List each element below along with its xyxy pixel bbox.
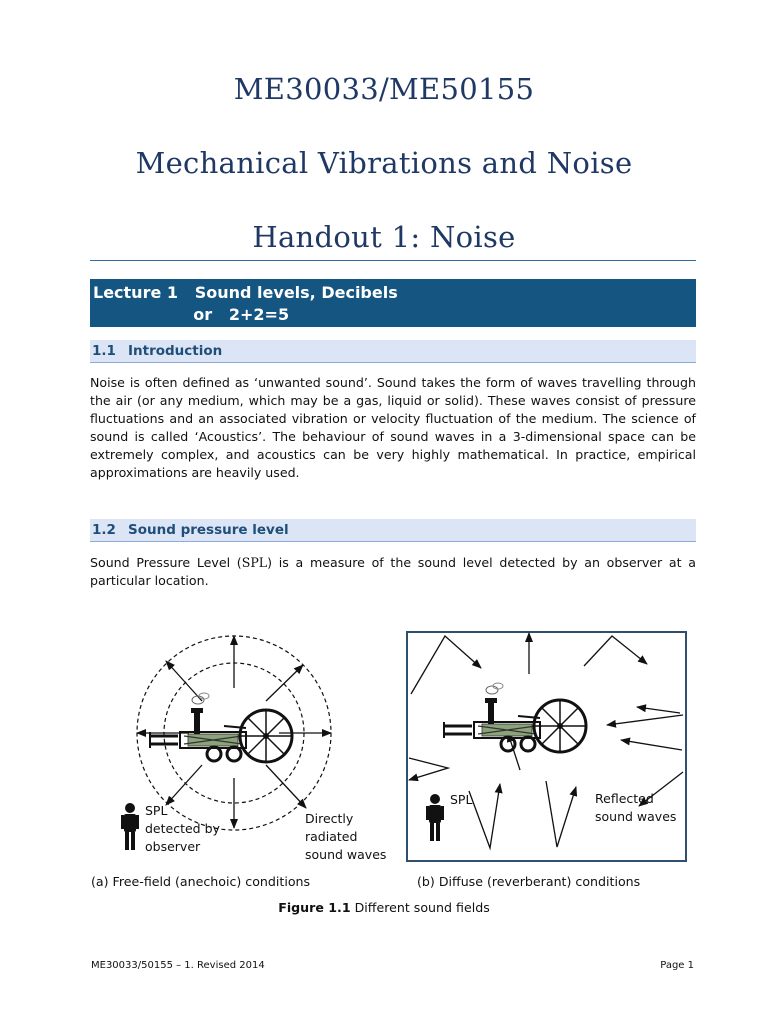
page-number: Page 1	[660, 960, 694, 971]
course-title: Mechanical Vibrations and Noise	[135, 146, 633, 180]
machine-icon	[150, 693, 292, 762]
figure-number: Figure 1.1	[278, 900, 351, 915]
free-field-diagram	[121, 636, 386, 862]
spl-text-pre: Sound Pressure Level (	[90, 555, 242, 570]
footer-left: ME30033/50155 – 1. Revised 2014	[91, 960, 265, 971]
section-title: Sound pressure level	[128, 522, 289, 538]
free-field-spl-label: SPL detected by observer	[145, 803, 220, 854]
free-field-caption: (a) Free-field (anechoic) conditions	[91, 874, 311, 889]
section-number: 1.1	[92, 343, 116, 359]
diffuse-spl-label: SPL	[450, 792, 473, 807]
figure-caption	[0, 900, 768, 915]
section-title: Introduction	[128, 343, 223, 359]
course-code: ME30033/ME50155	[233, 72, 535, 106]
lecture-title: Lecture 1 Sound levels, Decibels	[93, 283, 398, 302]
section-number: 1.2	[92, 522, 116, 538]
spl-text-post: ) is a measure of the sound level detected by an observer at a particular location.	[90, 555, 696, 588]
handout-title: Handout 1: Noise	[252, 220, 516, 254]
spl-abbreviation: SPL	[241, 555, 268, 570]
machine-icon	[444, 683, 586, 752]
observer-icon	[121, 803, 139, 850]
figure-caption-text: Different sound fields	[350, 900, 490, 915]
lecture-subtitle: or 2+2=5	[93, 305, 290, 324]
diffuse-field-caption: (b) Diffuse (reverberant) conditions	[417, 874, 641, 889]
introduction-paragraph: Noise is often defined as ‘unwanted sound’. Sound takes the form of waves travelling through the air (or any medium, which may be a gas, liquid or solid). These waves consist of pressure fluctuations and an associated vibration or velocity fluctuation of the medium. The science of sound is called ‘Acoustics’. The behaviour of sound waves in a 3-dimensional space can be extremely complex, and acoustics can be very highly mathematical. In practice, empirical approximations are heavily used.	[90, 375, 696, 480]
reflected-waves-label: Reflected sound waves	[595, 791, 677, 824]
radiated-waves-label: Directly radiated sound waves	[305, 811, 387, 862]
diffuse-field-diagram	[407, 632, 686, 861]
observer-icon	[426, 794, 444, 841]
